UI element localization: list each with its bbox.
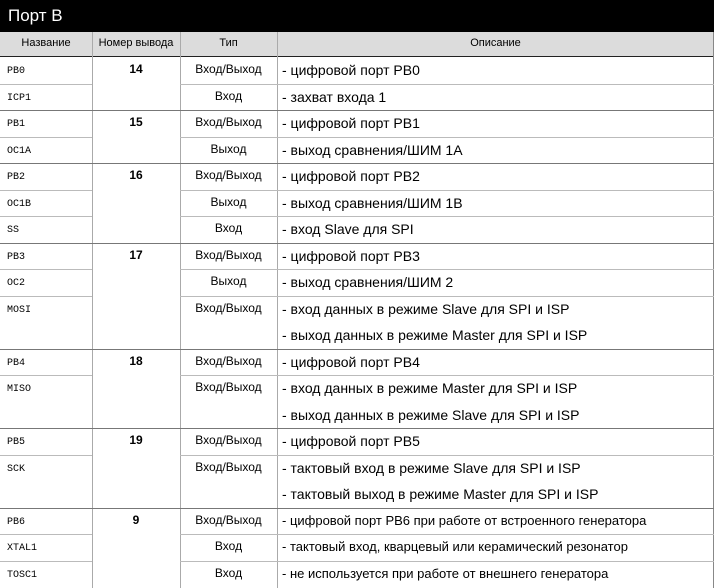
cell-type: Выход [210,195,247,209]
cell-name: SS [7,225,20,236]
cell-name: MISO [7,384,32,395]
cell-type: Вход [214,566,243,580]
cell-description: - цифровой порт PB1 [282,115,420,131]
cell-type: Вход/Выход [195,62,262,76]
row-divider [180,269,714,270]
cell-description: - тактовый вход, кварцевый или керамический резонатор [282,539,628,554]
cell-description: - вход данных в режиме Slave для SPI и ISP [282,301,570,317]
cell-description: - выход данных в режиме Master для SPI и ISP [282,327,588,343]
cell-name: PB0 [7,66,26,77]
cell-pin-number: 18 [129,354,143,368]
cell-type: Вход/Выход [195,513,262,527]
cell-name: OC1B [7,199,32,210]
cell-description: - выход сравнения/ШИМ 2 [282,274,454,290]
row-divider [180,216,714,217]
cell-description: - выход данных в режиме Slave для SPI и ISP [282,407,580,423]
row-divider [180,561,714,562]
row-divider [180,84,714,85]
cell-type: Вход/Выход [195,248,262,262]
cell-name: PB5 [7,437,26,448]
cell-pin-number: 9 [132,513,140,527]
row-divider [0,534,92,535]
cell-description: - цифровой порт PB2 [282,168,420,184]
cell-type: Вход/Выход [195,460,262,474]
cell-type: Вход/Выход [195,433,262,447]
cell-type: Вход [214,539,243,553]
row-divider [0,455,92,456]
cell-type: Выход [210,274,247,288]
cell-pin-number: 14 [129,62,143,76]
cell-description: - цифровой порт PB6 при работе от встроенного генератора [282,513,647,528]
row-divider [180,375,714,376]
cell-description: - вход Slave для SPI [282,221,414,237]
cell-type: Вход [214,221,243,235]
cell-description: - тактовый выход в режиме Master для SPI и ISP [282,486,599,502]
row-divider [0,216,92,217]
table-header [0,32,714,57]
group-divider [0,110,714,111]
cell-name: ICP1 [7,93,32,104]
cell-name: PB3 [7,252,26,263]
cell-pin-number: 17 [129,248,143,262]
row-divider [180,137,714,138]
cell-type: Вход/Выход [195,115,262,129]
cell-pin-number: 16 [129,168,143,182]
cell-description: - тактовый вход в режиме Slave для SPI и ISP [282,460,581,476]
row-divider [0,375,92,376]
group-divider [0,508,714,509]
cell-name: SCK [7,464,26,475]
cell-name: OC1A [7,146,32,157]
row-divider [0,296,92,297]
cell-description: - выход сравнения/ШИМ 1A [282,142,463,158]
cell-type: Вход/Выход [195,168,262,182]
group-divider [0,349,714,350]
cell-name: OC2 [7,278,26,289]
group-divider [0,428,714,429]
column-divider [277,32,278,588]
row-divider [180,190,714,191]
cell-name: PB1 [7,119,26,130]
cell-name: PB2 [7,172,26,183]
cell-pin-number: 15 [129,115,143,129]
header-pin: Номер вывода [98,37,174,49]
cell-description: - не используется при работе от внешнего генератора [282,566,609,581]
row-divider [0,84,92,85]
header-description: Описание [470,37,521,49]
cell-type: Вход/Выход [195,380,262,394]
cell-type: Вход/Выход [195,354,262,368]
cell-name: MOSI [7,305,32,316]
cell-description: - цифровой порт PB0 [282,62,420,78]
cell-type: Вход/Выход [195,301,262,315]
row-divider [0,561,92,562]
header-type: Тип [219,37,238,49]
row-divider [180,296,714,297]
row-divider [0,137,92,138]
cell-description: - цифровой порт PB4 [282,354,420,370]
header-name: Название [21,37,71,49]
row-divider [0,190,92,191]
group-divider [0,163,714,164]
cell-name: PB6 [7,517,26,528]
cell-name: TOSC1 [7,570,38,581]
cell-description: - выход сравнения/ШИМ 1B [282,195,463,211]
cell-description: - вход данных в режиме Master для SPI и ISP [282,380,578,396]
cell-type: Выход [210,142,247,156]
row-divider [0,269,92,270]
cell-description: - захват входа 1 [282,89,387,105]
cell-description: - цифровой порт PB5 [282,433,420,449]
cell-type: Вход [214,89,243,103]
group-divider [0,243,714,244]
row-divider [180,455,714,456]
table-title: Порт В [0,0,714,32]
cell-name: XTAL1 [7,543,38,554]
cell-pin-number: 19 [129,433,143,447]
cell-description: - цифровой порт PB3 [282,248,420,264]
cell-name: PB4 [7,358,26,369]
row-divider [180,534,714,535]
